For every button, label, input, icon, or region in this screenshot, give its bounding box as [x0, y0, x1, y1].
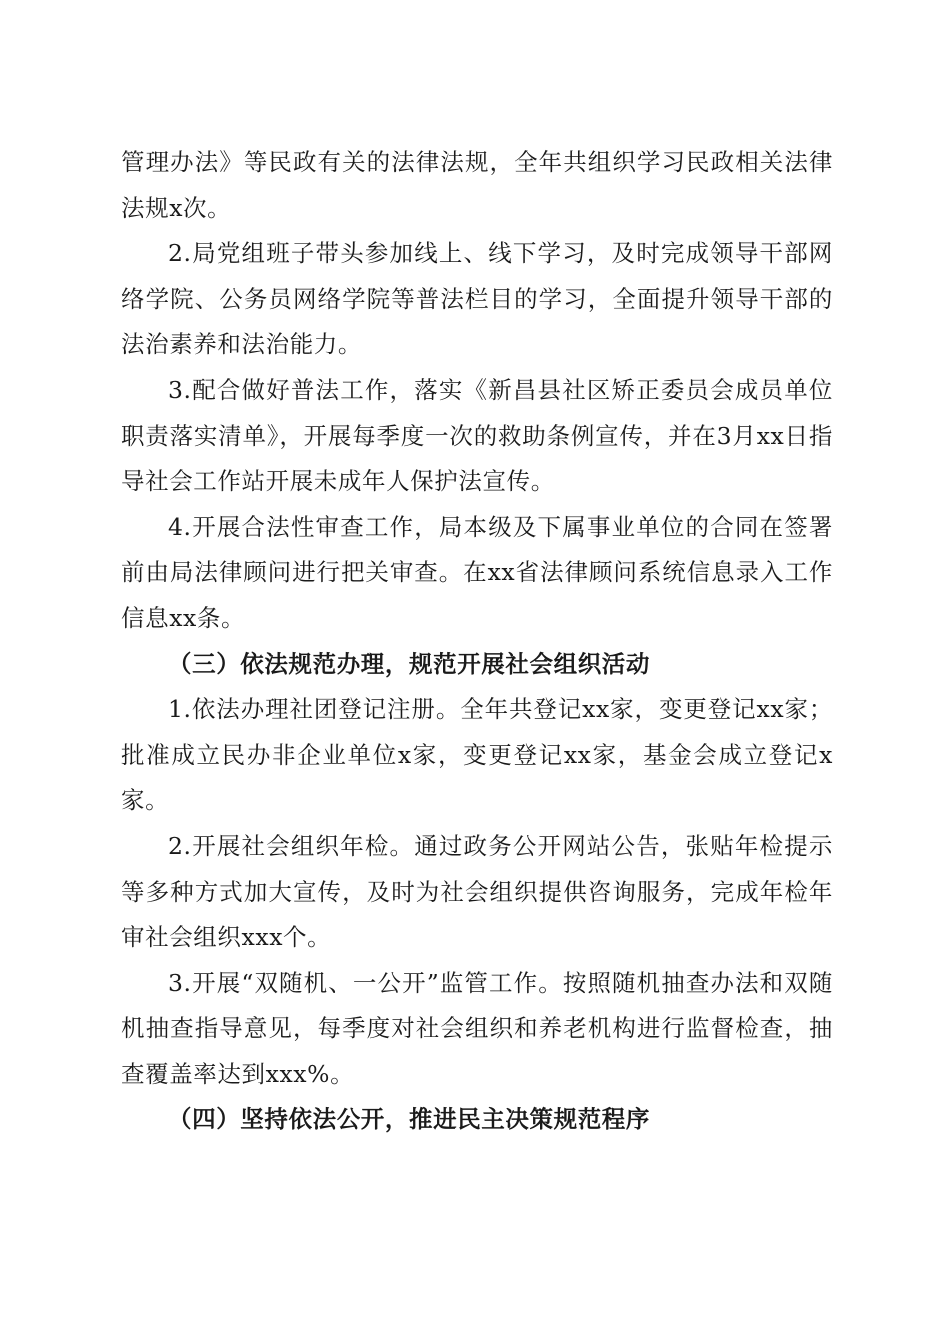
paragraph-item-2-annual-inspection: 2.开展社会组织年检。通过政务公开网站公告，张贴年检提示等多种方式加大宣传，及时为社会组织提供咨询服务，完成年检年审社会组织xxx个。: [121, 831, 833, 952]
document-body: [121, 140, 833, 1143]
paragraph-continuation: 管理办法》等民政有关的法律法规，全年共组织学习民政相关法律法规x次。: [121, 148, 833, 222]
paragraph-item-2-study: 2.局党组班子带头参加线上、线下学习，及时完成领导干部网络学院、公务员网络学院等普法栏目的学习，全面提升领导干部的法治素养和法治能力。: [121, 239, 833, 359]
paragraph-item-4-review: 4.开展合法性审查工作，局本级及下属事业单位的合同在签署前由局法律顾问进行把关审查。在xx省法律顾问系统信息录入工作信息xx条。: [121, 512, 833, 632]
section-heading-4: （四）坚持依法公开，推进民主决策规范程序: [168, 1105, 650, 1134]
paragraph-item-1-registration: 1.依法办理社团登记注册。全年共登记xx家，变更登记xx家；批准成立民办非企业单位x家，变更登记xx家，基金会成立登记x家。: [121, 695, 833, 815]
section-heading-3: （三）依法规范办理，规范开展社会组织活动: [168, 649, 650, 678]
paragraph-item-3-supervision: 3.开展“双随机、一公开”监管工作。按照随机抽查办法和双随机抽查指导意见，每季度对社会组织和养老机构进行监督检查，抽查覆盖率达到xxx%。: [121, 968, 833, 1088]
paragraph-item-3-publicity: 3.配合做好普法工作，落实《新昌县社区矫正委员会成员单位职责落实清单》，开展每季度一次的救助条例宣传，并在3月xx日指导社会工作站开展未成年人保护法宣传。: [121, 375, 833, 496]
